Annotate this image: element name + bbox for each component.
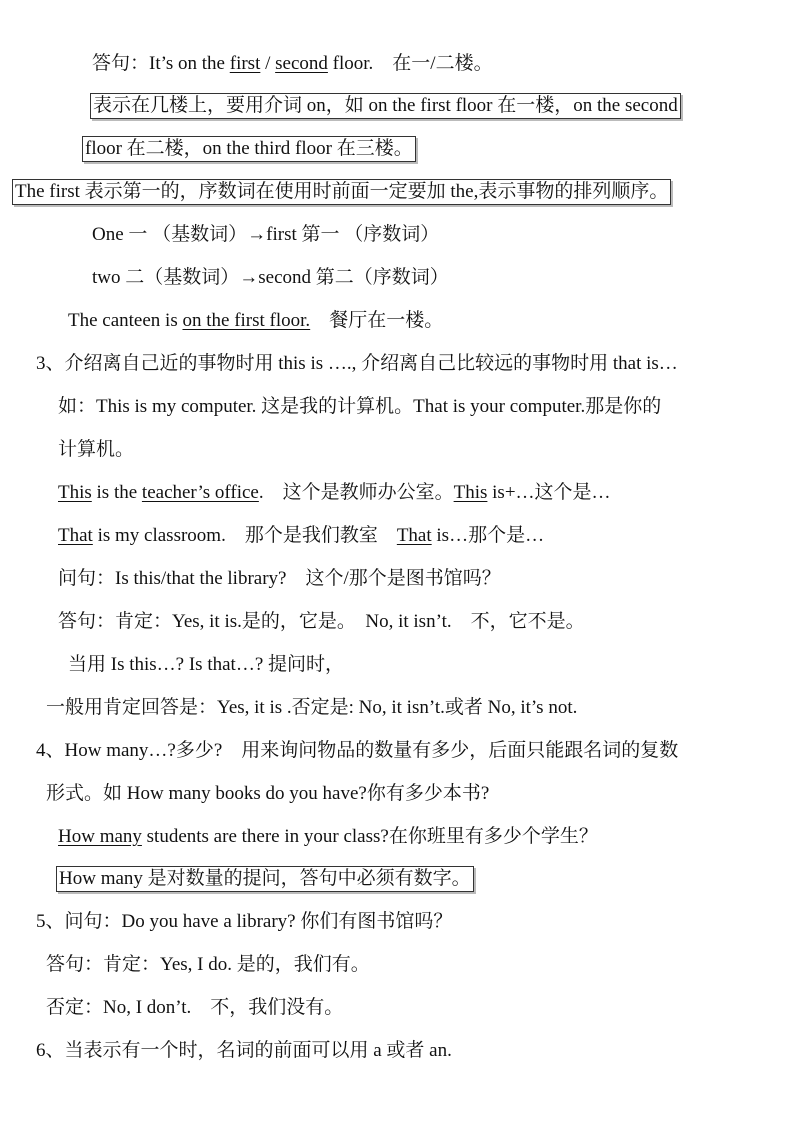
example-computer-line: 如：This is my computer. 这是我的计算机。That is your computer.那是你的 xyxy=(58,396,662,417)
underlined-teachers-office: teacher’s office xyxy=(141,482,259,503)
underlined-first: first xyxy=(229,53,261,74)
general-answer-line: 一般用肯定回答是：Yes, it is .否定是: No, it isn’t.或者 No, it’s not. xyxy=(46,697,578,718)
when-asking-line: 当用 Is this…? Is that…? 提问时， xyxy=(68,654,345,675)
underlined-this-2: This xyxy=(453,482,488,503)
boxed-note-ordinal: The first 表示第一的，序数词在使用时前面一定要加 the,表示事物的排列顺序。 xyxy=(12,179,671,205)
underlined-how-many: How many xyxy=(58,826,142,847)
this-office-line: This is the teacher’s office. 这个是教师办公室。This is+…这个是… xyxy=(58,482,611,503)
boxed-note-on-floor-2: floor 在二楼，on the third floor 在三楼。 xyxy=(82,136,416,162)
boxed-note-on-floor-1: 表示在几楼上，要用介词 on，如 on the first floor 在一楼，on the second xyxy=(90,93,681,119)
underlined-that-2: That xyxy=(396,525,432,546)
section-5-heading: 5、问句：Do you have a library? 你们有图书馆吗？ xyxy=(36,911,453,932)
answer-yes-no-line: 答句：肯定：Yes, it is.是的，它是。 No, it isn’t. 不，它不是。 xyxy=(58,611,585,632)
underlined-that: That xyxy=(58,525,93,546)
section-4-cont: 形式。如 How many books do you have?你有多少本书? xyxy=(46,783,490,804)
underlined-this: This xyxy=(58,482,92,503)
that-classroom-line: That is my classroom. 那个是我们教室 That is…那个是… xyxy=(58,525,545,546)
answer-no-i-dont-line: 否定：No, I don’t. 不，我们没有。 xyxy=(46,997,344,1018)
two-second-line: two 二（基数词）→second 第二（序数词） xyxy=(92,267,449,288)
question-library-line: 问句：Is this/that the library? 这个/那个是图书馆吗？ xyxy=(58,568,501,589)
answer-yes-i-do-line: 答句：肯定：Yes, I do. 是的，我们有。 xyxy=(46,954,370,975)
underlined-second: second xyxy=(275,53,328,74)
canteen-line: The canteen is on the first floor. 餐厅在一楼。 xyxy=(68,310,444,331)
boxed-note-how-many: How many 是对数量的提问，答句中必须有数字。 xyxy=(56,866,474,892)
answer-floor-line: 答句：It’s on the first / second floor. 在一/二楼。 xyxy=(92,53,493,74)
how-many-students-line: How many students are there in your class?在你班里有多少个学生？ xyxy=(58,826,598,847)
example-computer-line-cont: 计算机。 xyxy=(58,439,135,460)
one-first-line: One 一 （基数词）→first 第一 （序数词） xyxy=(92,224,440,245)
section-4-heading: 4、How many…?多少? 用来询问物品的数量有多少，后面只能跟名词的复数 xyxy=(36,740,679,761)
section-3-heading: 3、介绍离自己近的事物时用 this is …., 介绍离自己比较远的事物时用 that is… xyxy=(36,353,678,374)
underlined-on-the-first-floor: on the first floor. xyxy=(182,310,311,331)
section-6-heading: 6、当表示有一个时，名词的前面可以用 a 或者 an. xyxy=(36,1040,452,1061)
